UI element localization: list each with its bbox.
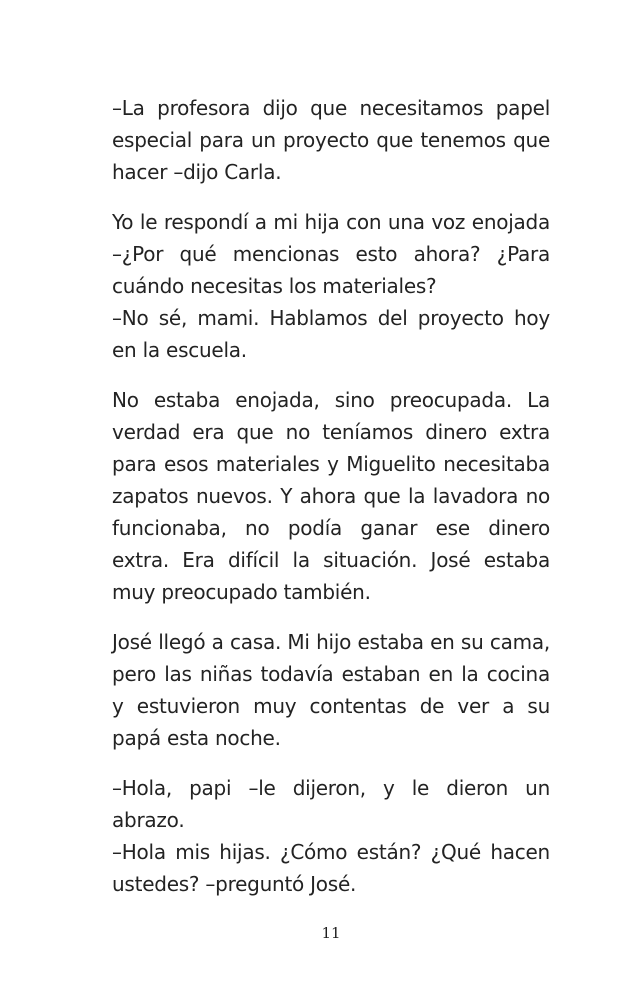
story-paragraph: Yo le respondí a mi hija con una voz enojada –¿Por qué mencionas esto ahora? ¿Para cuándo necesitas los materiales? bbox=[112, 210, 550, 298]
page-number: 11 bbox=[321, 924, 341, 942]
story-paragraph-dialogue: –Hola, papi –le dijeron, y le dieron un abrazo. bbox=[112, 776, 550, 832]
story-paragraph: No estaba enojada, sino preocupada. La verdad era que no teníamos dinero extra para esos materiales y Miguelito necesitaba zapatos nuevos. Y ahora que la lavadora no funcionaba, no podía ganar ese dinero extra. Era difícil la situación. José estaba muy preocupado también. bbox=[112, 388, 550, 604]
story-paragraph-dialogue: –Hola mis hijas. ¿Cómo están? ¿Qué hacen ustedes? –preguntó José. bbox=[112, 840, 550, 896]
paragraph-block bbox=[112, 206, 550, 366]
paragraph-block bbox=[112, 384, 550, 608]
story-paragraph: –La profesora dijo que necesitamos papel especial para un proyecto que tenemos que hacer –dijo Carla. bbox=[112, 96, 550, 184]
story-paragraph: José llegó a casa. Mi hijo estaba en su cama, pero las niñas todavía estaban en la cocina y estuvieron muy contentas de ver a su papá esta noche. bbox=[112, 630, 550, 750]
text-column bbox=[112, 92, 550, 900]
paragraph-block bbox=[112, 92, 550, 188]
paragraph-block bbox=[112, 772, 550, 900]
paragraph-block bbox=[112, 626, 550, 754]
story-paragraph-dialogue: –No sé, mami. Hablamos del proyecto hoy en la escuela. bbox=[112, 306, 550, 362]
